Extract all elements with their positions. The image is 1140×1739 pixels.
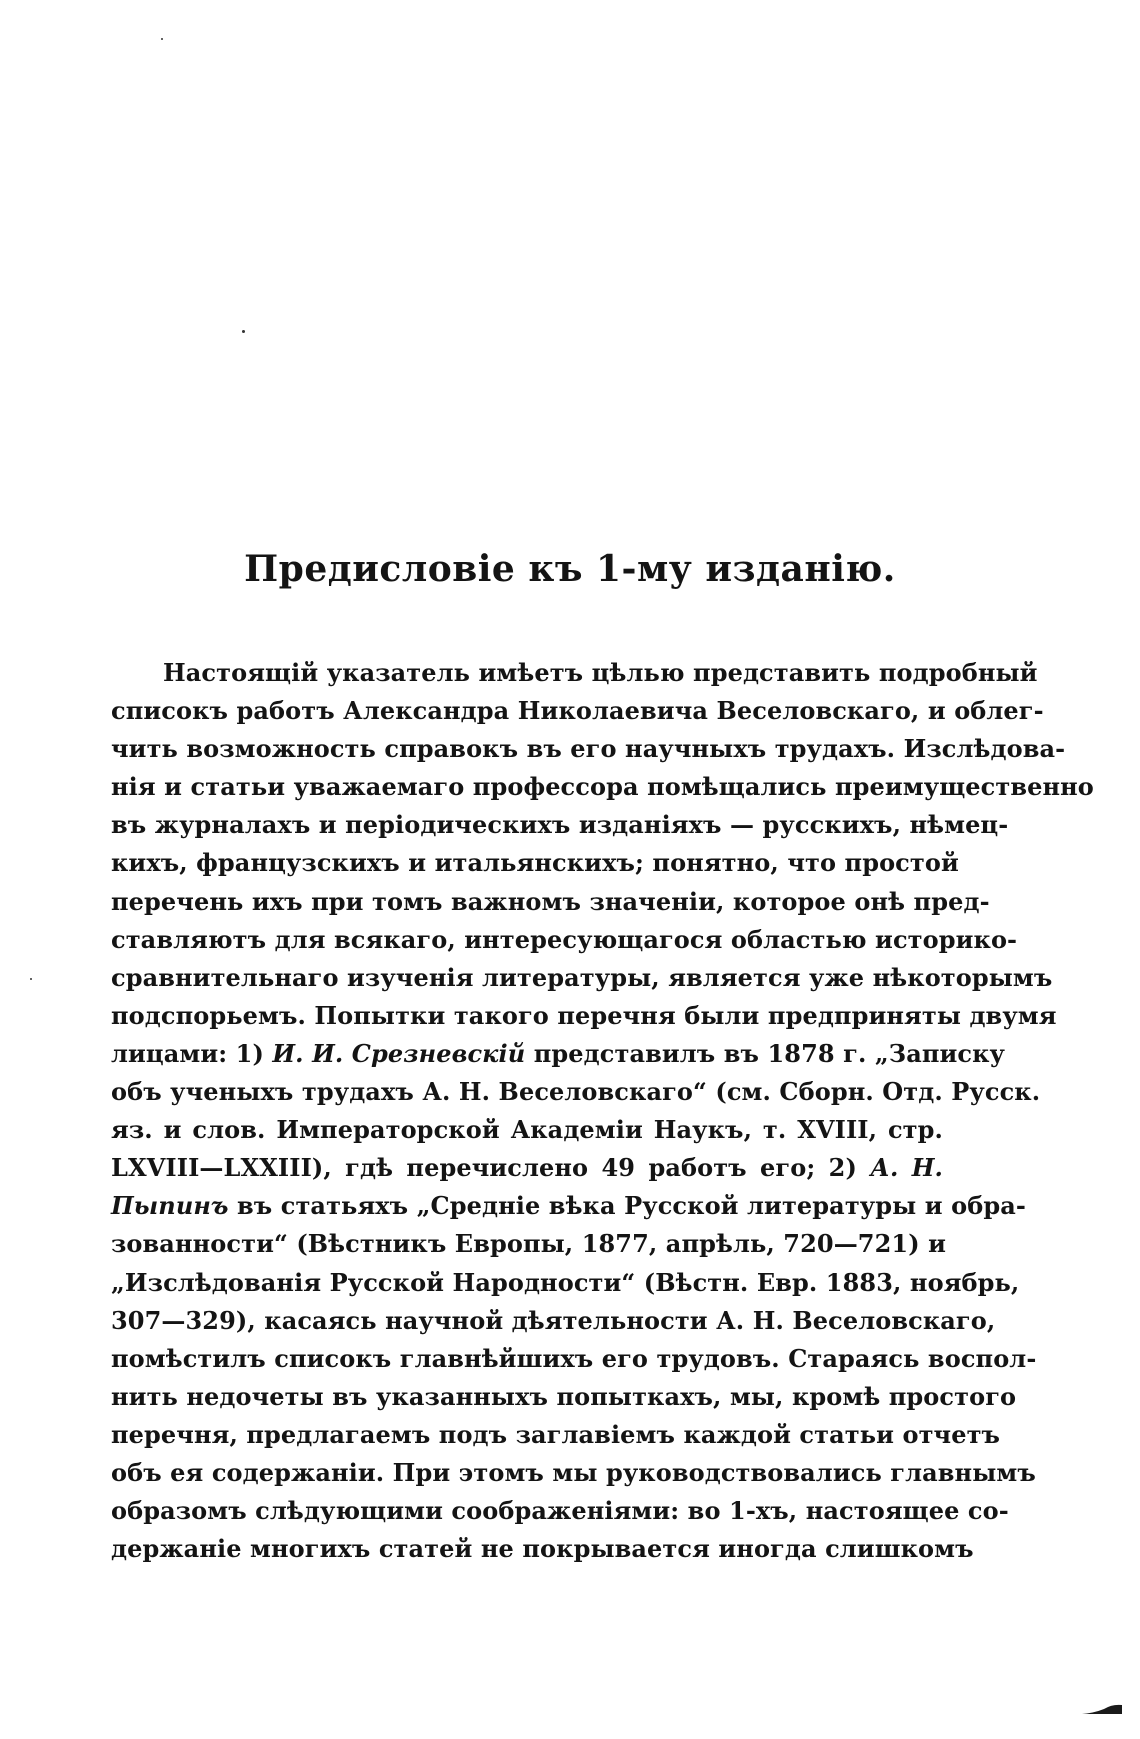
text-line — [111, 1378, 1017, 1416]
text-line — [111, 1225, 947, 1263]
text-segment: нія и статьи уважаемаго профессора помѣщались преимущественно — [111, 772, 1094, 802]
print-blot — [1082, 1703, 1122, 1715]
text-line — [111, 654, 1038, 692]
text-line — [111, 883, 990, 921]
text-segment: LXVIII—LXXIII), гдѣ перечислено 49 работъ его; 2) — [111, 1153, 871, 1183]
text-line — [111, 692, 1044, 730]
text-line — [111, 1530, 974, 1568]
text-segment: въ журналахъ и періодическихъ изданіяхъ — русскихъ, нѣмец- — [111, 810, 1009, 840]
author-name: А. Н. — [870, 1153, 943, 1183]
text-segment: представилъ въ 1878 г. „Записку — [525, 1038, 1006, 1068]
preface-body — [111, 654, 1094, 1568]
text-line — [111, 959, 1053, 997]
preface-heading: Предисловіе къ 1-му изданію. — [244, 548, 896, 590]
text-line — [111, 1035, 1006, 1073]
text-segment: списокъ работъ Александра Николаевича Веселовскаго, и облег- — [111, 696, 1044, 726]
text-segment: нить недочеты въ указанныхъ попыткахъ, мы, кромѣ простого — [111, 1381, 1017, 1411]
text-line — [111, 730, 1066, 768]
text-segment: перечня, предлагаемъ подъ заглавіемъ каждой статьи отчетъ — [111, 1419, 1001, 1449]
text-line — [111, 806, 1009, 844]
author-name: Пыпинъ — [111, 1191, 229, 1221]
text-segment: „Изслѣдованія Русской Народности“ (Вѣстн. Евр. 1883, ноябрь, — [111, 1267, 1020, 1297]
text-segment: Настоящій указатель имѣетъ цѣлью представить подробный — [163, 658, 1038, 687]
text-segment: яз. и слов. Императорской Академіи Наукъ, т. XVIII, стр. — [111, 1115, 943, 1145]
text-line — [111, 1416, 1001, 1454]
print-speck — [30, 978, 32, 980]
text-line — [111, 1187, 1026, 1225]
text-line — [111, 1340, 1037, 1378]
text-segment: 307—329), касаясь научной дѣятельности А. Н. Веселовскаго, — [111, 1305, 996, 1335]
author-name: И. И. Срезневскій — [272, 1038, 526, 1068]
text-segment: держаніе многихъ статей не покрывается иногда слишкомъ — [111, 1534, 974, 1564]
text-line — [111, 1111, 943, 1149]
text-segment: объ ученыхъ трудахъ А. Н. Веселовскаго“ (см. Сборн. Отд. Русск. — [111, 1077, 1041, 1107]
text-line — [111, 1302, 996, 1340]
text-segment: образомъ слѣдующими соображеніями: во 1-хъ, настоящее со- — [111, 1496, 1009, 1526]
text-line — [111, 1073, 1041, 1111]
text-line — [111, 844, 959, 882]
text-segment: сравнительнаго изученія литературы, является уже нѣкоторымъ — [111, 962, 1053, 992]
print-speck — [242, 330, 245, 333]
text-segment: объ ея содержаніи. При этомъ мы руководствовались главнымъ — [111, 1457, 1036, 1487]
text-segment: ставляютъ для всякаго, интересующагося областью историко- — [111, 924, 1018, 954]
text-line — [111, 1492, 1009, 1530]
text-line — [111, 921, 1018, 959]
text-segment: кихъ, французскихъ и итальянскихъ; понятно, что простой — [111, 848, 959, 878]
text-segment: зованности“ (Вѣстникъ Европы, 1877, апрѣль, 720—721) и — [111, 1229, 947, 1259]
text-line — [111, 1454, 1036, 1492]
text-line — [111, 768, 1094, 806]
text-segment: въ статьяхъ „Средніе вѣка Русской литературы и обра- — [228, 1191, 1026, 1221]
text-line — [111, 1149, 943, 1187]
text-line — [111, 997, 1057, 1035]
text-segment: перечень ихъ при томъ важномъ значеніи, которое онѣ пред- — [111, 886, 990, 916]
text-segment: подспорьемъ. Попытки такого перечня были предприняты двумя — [111, 1000, 1057, 1030]
print-speck — [161, 38, 163, 40]
text-line — [111, 1264, 1020, 1302]
text-segment: чить возможность справокъ въ его научныхъ трудахъ. Изслѣдова- — [111, 734, 1066, 764]
text-segment: лицами: 1) — [111, 1038, 273, 1068]
text-segment: помѣстилъ списокъ главнѣйшихъ его трудовъ. Стараясь воспол- — [111, 1343, 1037, 1373]
